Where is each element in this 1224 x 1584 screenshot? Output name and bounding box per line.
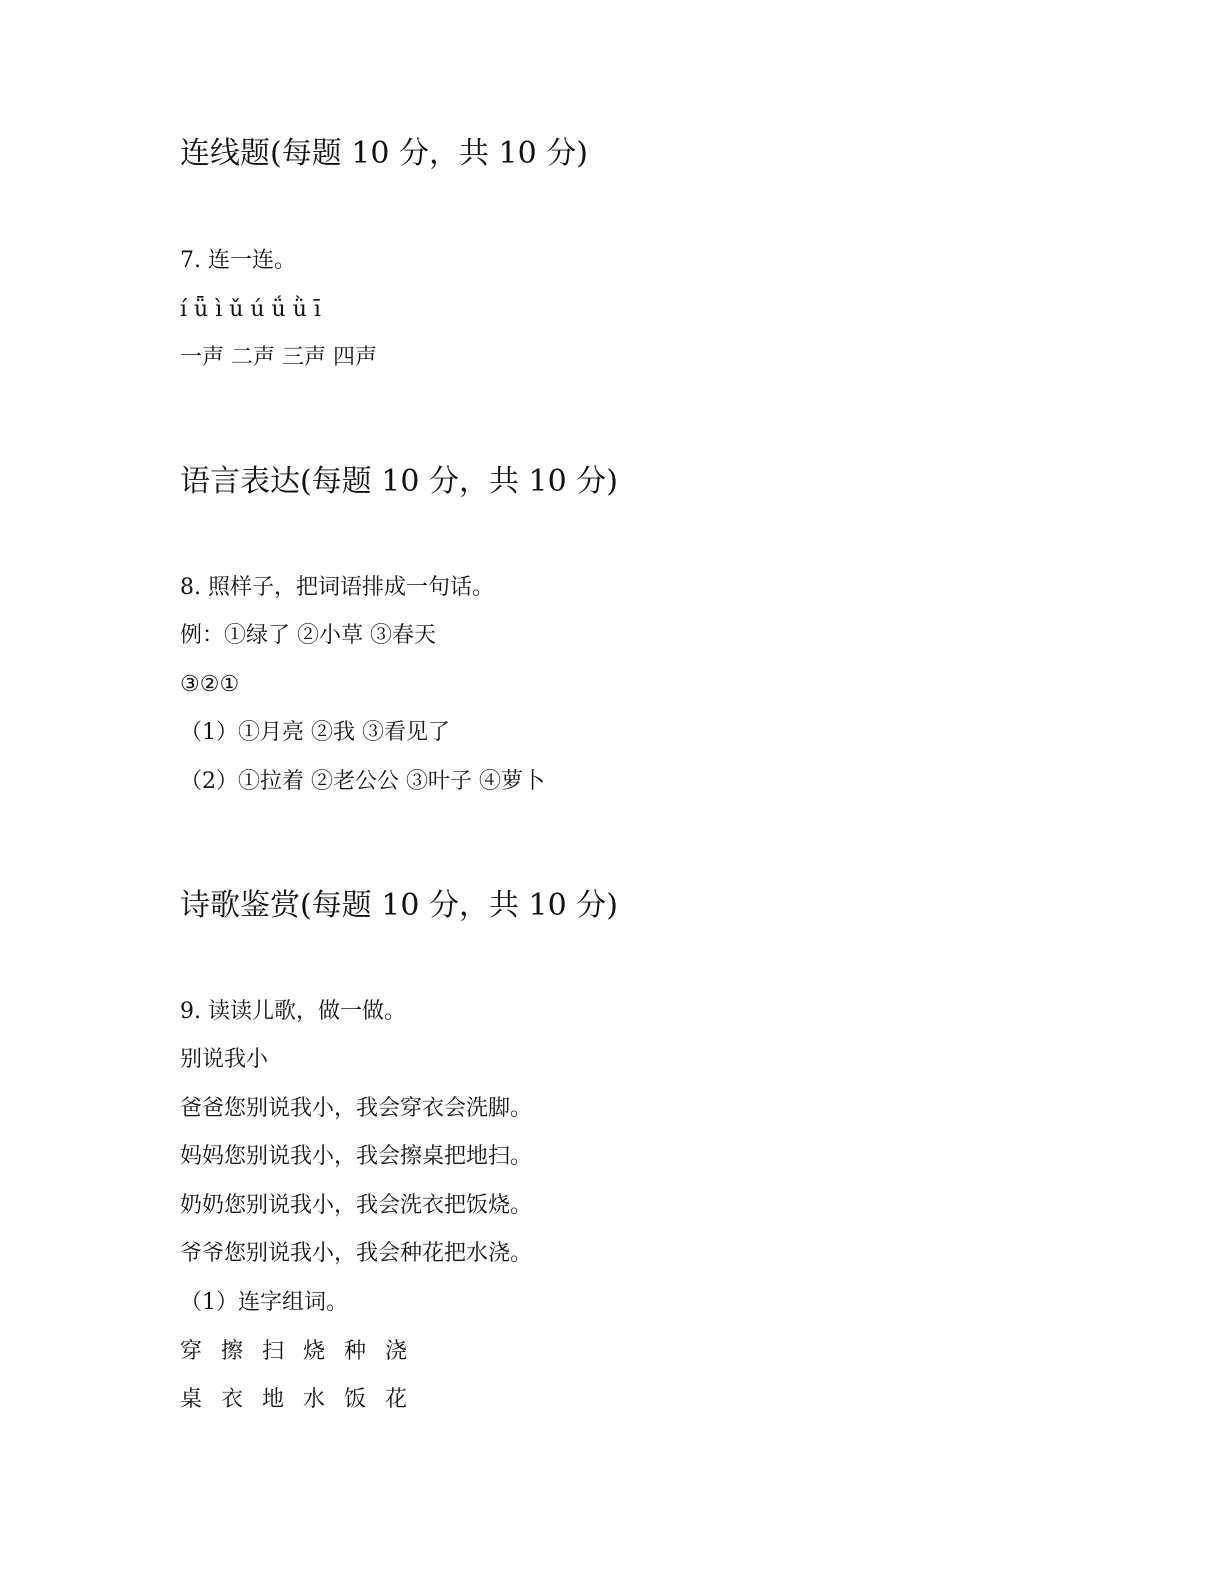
tones-row: 一声 二声 三声 四声 bbox=[180, 345, 377, 370]
section-title-matching: 连线题(每题 10 分，共 10 分) bbox=[180, 136, 588, 171]
section-title-poetry: 诗歌鉴赏(每题 10 分，共 10 分) bbox=[180, 888, 618, 923]
poem-line: 奶奶您别说我小，我会洗衣把饭烧。 bbox=[180, 1193, 533, 1218]
question-8-item-2: （2）①拉着 ②老公公 ③叶子 ④萝卜 bbox=[180, 769, 545, 794]
section-title-expression: 语言表达(每题 10 分，共 10 分) bbox=[180, 464, 618, 499]
word-row-2: 桌 衣 地 水 饭 花 bbox=[180, 1387, 413, 1412]
question-9: 9. 读读儿歌，做一做。 bbox=[180, 999, 406, 1024]
word-row-1: 穿 擦 扫 烧 种 浇 bbox=[180, 1339, 413, 1364]
poem-line: 爷爷您别说我小，我会种花把水浇。 bbox=[180, 1241, 533, 1266]
question-9-sub-1: （1）连字组词。 bbox=[180, 1290, 348, 1315]
question-7: 7. 连一连。 bbox=[180, 248, 296, 273]
poem-line: 爸爸您别说我小，我会穿衣会洗脚。 bbox=[180, 1096, 533, 1121]
question-8-item-1: （1）①月亮 ②我 ③看见了 bbox=[180, 720, 450, 745]
question-8: 8. 照样子，把词语排成一句话。 bbox=[180, 575, 494, 600]
example-line: 例：①绿了 ②小草 ③春天 bbox=[180, 623, 436, 648]
example-answer: ③②① bbox=[180, 672, 240, 697]
poem-title: 别说我小 bbox=[180, 1047, 269, 1072]
pinyin-row: í ǖ ì ǔ ú ǘ ǜ ī bbox=[180, 297, 321, 322]
poem-line: 妈妈您别说我小，我会擦桌把地扫。 bbox=[180, 1144, 533, 1169]
